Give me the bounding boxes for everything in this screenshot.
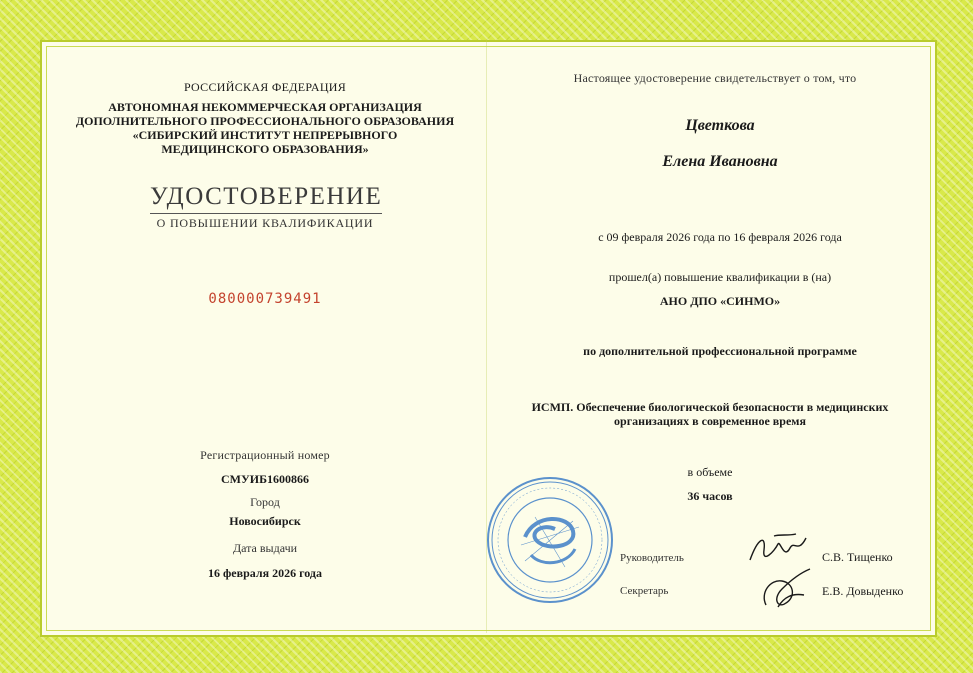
organization-name [60, 100, 470, 156]
title-divider [150, 213, 382, 214]
completion-statement: прошел(а) повышение квалификации в (на) [608, 270, 832, 284]
secretary-name: Е.В. Довыденко [822, 584, 904, 598]
country-heading: РОССИЙСКАЯ ФЕДЕРАЦИЯ [183, 80, 347, 94]
official-stamp [485, 475, 615, 605]
organization-line: «СИБИРСКИЙ ИНСТИТУТ НЕПРЕРЫВНОГО [132, 128, 398, 142]
organization-line: АВТОНОМНАЯ НЕКОММЕРЧЕСКАЯ ОРГАНИЗАЦИЯ [108, 100, 422, 114]
organization-line: МЕДИЦИНСКОГО ОБРАЗОВАНИЯ» [161, 142, 369, 156]
registration-number: СМУИБ1600866 [220, 472, 310, 486]
holder-given-names: Елена Ивановна [662, 153, 778, 170]
registration-label: Регистрационный номер [200, 448, 330, 462]
volume-hours: 36 часов [687, 489, 733, 503]
city-label: Город [250, 495, 280, 509]
training-period: с 09 февраля 2026 года по 16 февраля 2026 года [598, 230, 842, 244]
organization-line: ДОПОЛНИТЕЛЬНОГО ПРОФЕССИОНАЛЬНОГО ОБРАЗОВАНИЯ [75, 114, 455, 128]
head-label: Руководитель [620, 552, 684, 564]
serial-number: 080000739491 [208, 291, 322, 307]
city-value: Новосибирск [229, 514, 301, 528]
issue-date: 16 февраля 2026 года [208, 566, 322, 580]
certificate-intro: Настоящее удостоверение свидетельствует о том, что [573, 71, 857, 85]
secretary-label: Секретарь [620, 585, 669, 597]
volume-label: в объеме [687, 465, 733, 479]
document-title: УДОСТОВЕРЕНИЕ [150, 183, 383, 210]
holder-surname: Цветкова [685, 117, 755, 134]
head-name: С.В. Тищенко [822, 550, 893, 564]
issue-date-label: Дата выдачи [232, 541, 298, 555]
document-subtitle: О ПОВЫШЕНИИ КВАЛИФИКАЦИИ [156, 216, 374, 230]
organization-short-name: АНО ДПО «СИНМО» [659, 294, 781, 308]
program-name-line: ИСМП. Обеспечение биологической безопасности в медицинских [531, 400, 889, 414]
program-name [500, 400, 920, 428]
secretary-signature [756, 563, 816, 613]
program-name-line: организациях в современное время [614, 414, 806, 428]
program-label: по дополнительной профессиональной программе [583, 344, 857, 358]
